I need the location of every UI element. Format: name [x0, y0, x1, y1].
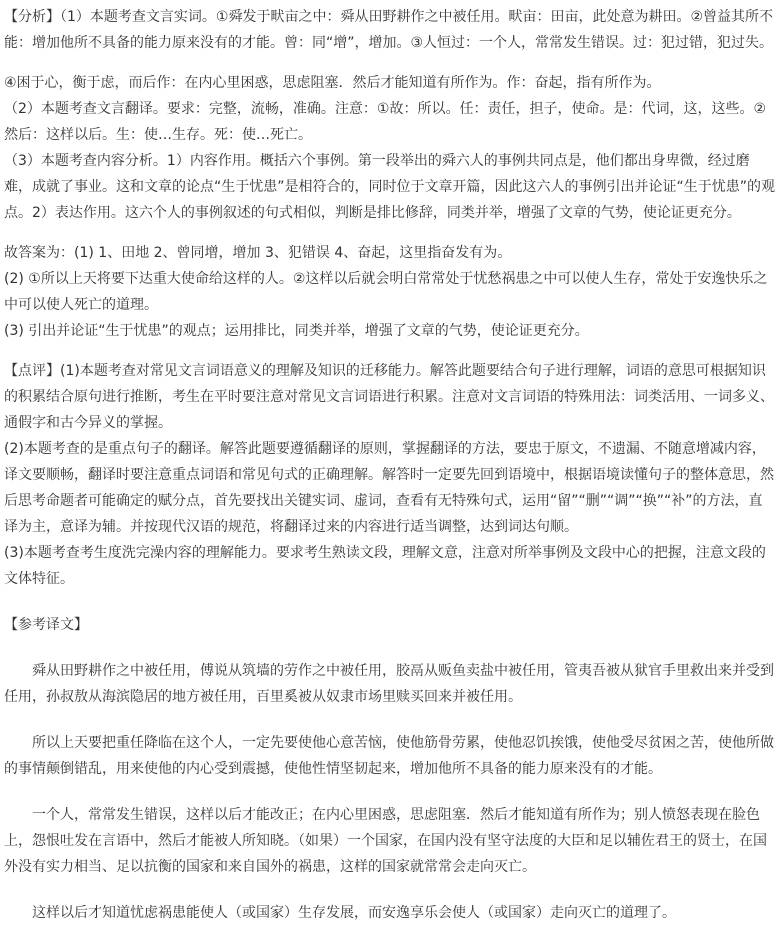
translation-paragraph-3: 一个人，常常发生错误，这样以后才能改正；在内心里困惑，思虑阻塞．然后才能知道有所作为；别人愤怒表现在脸色上，怨恨吐发在言语中，然后才能被人所知晓。（如果）一个国家，在国内没有坚守法度的大臣和足以辅佐君王的贤士，在国外没有实力相当、足以抗衡的国家和来自国外的祸患，这样的国家就常常会走向灭亡。 [4, 807, 767, 875]
translation-paragraph-1: 舜从田野耕作之中被任用，傅说从筑墙的劳作之中被任用，胶鬲从贩鱼卖盐中被任用，管夷吾被从狱官手里救出来并受到任用，孙叔敖从海滨隐居的地方被任用，百里奚被从奴隶市场里赎买回来并被任用。 [4, 663, 774, 705]
translation-section [4, 612, 776, 926]
comment-paragraph-2: (2)本题考查的是重点句子的翻译。解答此题要遵循翻译的原则，掌握翻译的方法，要忠于原文，不遗漏、不随意增减内容，译文要顺畅，翻译时要注意重点词语和常见句式的正确理解。解答时一定要先回到语境中，根据语境读懂句子的整体意思，然后思考命题者可能确定的赋分点，首先要找出关键实词、虚词，查看有无特殊句式，运用“留”“删”“调”“换”“补”的方法，直译为主，意译为辅。并按现代汉语的规范，将翻译过来的内容进行适当调整，达到词达句顺。 [4, 441, 774, 535]
translation-paragraph-2: 所以上天要把重任降临在这个人，一定先要使他心意苦恼，使他筋骨劳累，使他忍饥挨饿，使他受尽贫困之苦，使他所做的事情颠倒错乱，用来使他的内心受到震撼，使他性情坚韧起来，增加他所不具备的能力原来没有的才能。 [4, 735, 774, 777]
comment-section [4, 358, 776, 592]
analysis-part3-paragraph: （3）本题考查内容分析。1）内容作用。概括六个事例。第一段举出的舜六人的事例共同点是，他们都出身卑微，经过磨难，成就了事业。这和文章的论点“生于忧患”是相符合的，同时位于文章开篇，因此这六人的事例引出并论证“生于忧患”的观点。2）表达作用。这六个人的事例叙述的句式相似，判断是排比修辞，同类并举，增强了文章的气势，使论证更充分。 [4, 153, 776, 221]
answer-document [4, 0, 776, 926]
analysis-part2-paragraph: （2）本题考查文言翻译。要求：完整，流畅，准确。注意：①故：所以。任：责任，担子，使命。是：代词，这，这些。②然后：这样以后。生：使…生存。死：使…死亡。 [4, 101, 767, 143]
answer-line-3: (3) 引出并论证“生于忧患”的观点；运用排比，同类并举，增强了文章的气势，使论证更充分。 [4, 323, 589, 339]
analysis-section [4, 0, 776, 226]
comment-paragraph-1: 【点评】(1)本题考查对常见文言词语意义的理解及知识的迁移能力。解答此题要结合句子进行理解，词语的意思可根据知识的积累结合原句进行推断，考生在平时要注意对常见文言词语进行积累。注意对文言词语的特殊用法：词类活用、一词多义、通假字和古今异义的掌握。 [4, 363, 774, 431]
translation-paragraph-4: 这样以后才知道忧虑祸患能使人（或国家）生存发展，而安逸享乐会使人（或国家）走向灭亡的道理了。 [32, 905, 676, 921]
comment-paragraph-3: (3)本题考查考生度洗完澡内容的理解能力。要求考生熟读文段，理解文意，注意对所举事例及文段中心的把握，注意文段的文体特征。 [4, 545, 766, 587]
analysis-part1-paragraph: 【分析】（1）本题考查文言实词。①舜发于畎亩之中：舜从田野耕作之中被任用。畎亩：田亩，此处意为耕田。②曾益其所不能：增加他所不具备的能力原来没有的才能。曾：同“增”，增加。③人恒过：一个人，常常发生错误。过：犯过错，犯过失。 [4, 9, 774, 51]
answer-line-1: 故答案为：(1) 1、田地 2、曾同增，增加 3、犯错误 4、奋起，这里指奋发有为。 [4, 245, 512, 261]
answer-line-2: (2) ①所以上天将要下达重大使命给这样的人。②这样以后就会明白常常处于忧愁祸患之中可以使人生存，常处于安逸快乐之中可以使人死亡的道理。 [4, 271, 768, 313]
answer-section [4, 240, 776, 344]
translation-heading: 【参考译文】 [4, 617, 88, 633]
analysis-part1-continued-paragraph: ④困于心，衡于虑，而后作：在内心里困惑，思虑阻塞．然后才能知道有所作为。作：奋起，指有所作为。 [4, 75, 661, 91]
